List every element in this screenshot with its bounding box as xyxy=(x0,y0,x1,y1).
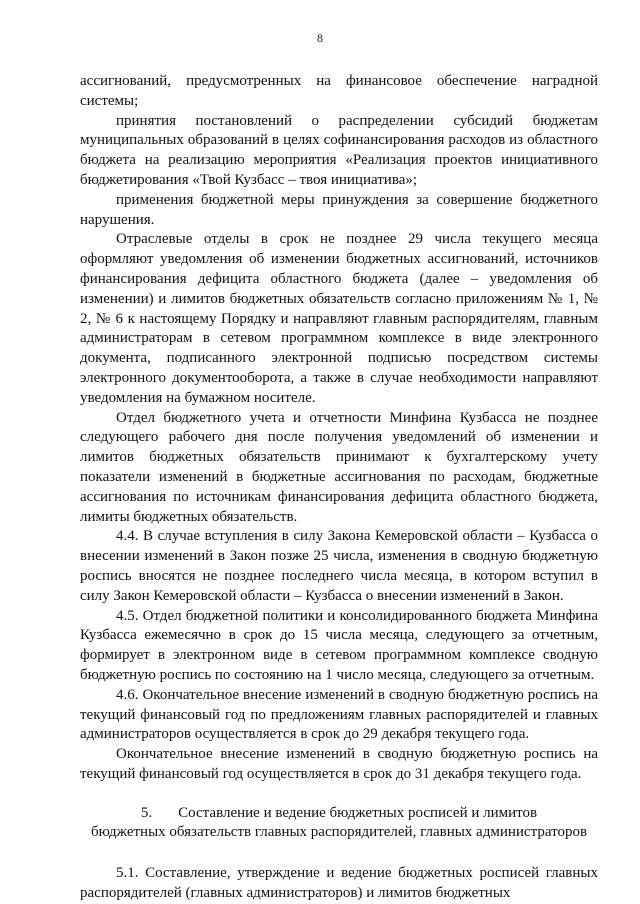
paragraph-7: 4.5. Отдел бюджетной политики и консолидированного бюджета Минфина Кузбасса ежемесячно в срок до 15 числа месяца, следующего за отчетным, формирует в электронном виде в сетевом программном комплексе сводную бюджетную роспись по состоянию на 1 число месяца, следующего за отчетным. xyxy=(80,607,598,683)
section-heading xyxy=(80,804,598,844)
paragraph-10: 5.1. Составление, утверждение и ведение бюджетных росписей главных распорядителей (главных администраторов) и лимитов бюджетных xyxy=(80,865,598,902)
paragraph-4: Отраслевые отделы в срок не позднее 29 числа текущего месяца оформляют уведомления об изменении бюджетных ассигнований, источников финансирования дефицита областного бюджета (далее – уведомления об изменении) и лимитов бюджетных обязательств согласно приложениям № 1, № 2, № 6 к настоящему Порядку и направляют главным распорядителям, главным администраторам в сетевом программном комплексе в виде электронного документа, подписанного электронной подписью посредством системы электронного документооборота, а также в случае необходимости направляют уведомления на бумажном носителе. xyxy=(80,231,598,406)
paragraph-3: применения бюджетной меры принуждения за совершение бюджетного нарушения. xyxy=(80,191,598,228)
paragraph-5: Отдел бюджетного учета и отчетности Минфина Кузбасса не позднее следующего рабочего дня после получения уведомлений об изменении и лимитов бюджетных обязательств принимают к бухгалтерскому учету показатели изменений в бюджетные ассигнования по расходам, бюджетные ассигнования по источникам финансирования дефицита областного бюджета, лимиты бюджетных обязательств. xyxy=(80,409,598,525)
section-heading-line-1 xyxy=(80,804,598,824)
paragraph-1: ассигнований, предусмотренных на финансовое обеспечение наградной системы; xyxy=(80,73,598,109)
paragraph-2: принятия постановлений о распределении субсидий бюджетам муниципальных образований в целях софинансирования расходов из областного бюджета на реализацию мероприятия «Реализация проектов инициативного бюджетирования «Твой Кузбасс – твоя инициатива»; xyxy=(80,112,598,188)
document-body xyxy=(80,72,598,904)
paragraph-8: 4.6. Окончательное внесение изменений в сводную бюджетную роспись на текущий финансовый год по предложениям главных распорядителей и главных администраторов осуществляется в срок до 29 декабря текущего года. xyxy=(80,686,598,743)
paragraph-6: 4.4. В случае вступления в силу Закона Кемеровской области – Кузбасса о внесении изменений в Закон позже 25 числа, изменения в сводную бюджетную роспись вносятся не позднее последнего числа месяца, в котором вступил в силу Закон Кемеровской области – Кузбасса о внесении изменений в Закон. xyxy=(80,528,598,604)
paragraph-9: Окончательное внесение изменений в сводную бюджетную роспись на текущий финансовый год осуществляется в срок до 31 декабря текущего года. xyxy=(80,746,598,782)
section-title-line-1: Составление и ведение бюджетных росписей и лимитов xyxy=(178,804,538,821)
section-number: 5. xyxy=(140,804,153,821)
page-number: 8 xyxy=(317,31,323,45)
section-title-line-2: бюджетных обязательств главных распорядителей, главных администраторов xyxy=(90,824,588,841)
